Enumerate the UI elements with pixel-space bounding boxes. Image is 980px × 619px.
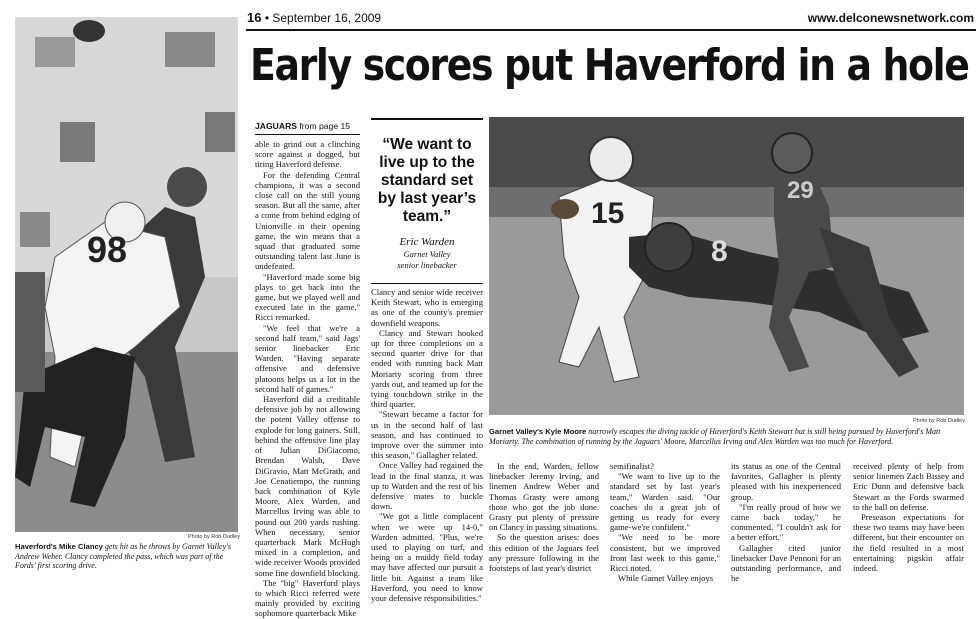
pull-quote-title [371,249,483,271]
folio-bullet: • [264,11,270,25]
col2-para: "Stewart became a factor for us in the second half of last season, and has continued to improve over the summer into this season," Gallagher related. [371,409,483,461]
article-column-4 [610,461,720,584]
right-jersey-number-3: 29 [787,177,814,204]
left-jersey-number: 98 [87,229,128,270]
col1-para: "Haverford made some big plays to get back into the game, but we played well and executed late in the game," Ricci remarked. [255,271,360,323]
jump-rule [255,134,360,135]
left-photo-caption [15,542,238,571]
col4-para: semifinalist? [610,461,654,471]
pull-quote-name: Eric Warden [399,236,455,248]
pull-quote-text: “We want to live up to the standard set by last year’s team.” [377,136,477,225]
left-photo [15,17,238,532]
right-photo [489,117,964,415]
col4-para: "We need to be more consistent, but we improved from last week to this game," Ricci noted. [610,532,720,574]
issue-date: September 16, 2009 [272,11,382,25]
right-caption-text: narrowly escapes the diving tackle of Haverford's Keith Stewart but is still being pursued by Haverford's Matt Moriarty. The combination of running by the Jaguars' Moore, Marcellus Irving and Alex Warden was too much for Haverford. [489,427,941,446]
col3-para: So the question arises: does this edition of the Jaguars feel any pressure following in the footsteps of last year's district [489,532,599,574]
article-column-3 [489,461,599,576]
right-caption-name: Garnet Valley's Kyle Moore [489,427,587,436]
right-photo-caption [489,427,964,446]
left-caption-text: gets hit as he throws by Garnet Valley's Andrew Weber. Clancy completed the pass, which was part of the Fords' first scoring drive. [15,542,231,571]
col4-para: While Garnet Valley enjoys [618,573,714,584]
col5-para: Gallagher cited junior linebacker Dave Pennoni for an outstanding performance, and he [731,542,841,584]
col5-para: its status as one of the Central favorites, Gallagher is plenty pleased with his inexperienced group. [731,461,841,502]
website-url: www.delconewsnetwork.com [807,11,974,25]
col1-para: The "big" Haverford plays to which Ricci referred were mainly provided by exciting sophomore quarterback Mike [255,577,360,619]
col2-para: Once Valley had regained the lead in the final stanza, it was up to Warden and the rest of his defensive mates to buckle down. [371,460,483,512]
article-column-2 [371,287,483,604]
article-column-1 [255,139,361,619]
col6-para: Preseason expectations for these two teams may have been different, but their encounter on the field resulted in a most entertaining pigskin affair indeed. [853,512,964,574]
right-jersey-number-1: 15 [591,197,625,230]
pull-quote-rule-top [371,118,483,120]
col2-para: Clancy and Stewart hooked up for three completions on a second quarter drive for that ended with running back Matt Moriarty scoring from three yards out, and teamed up for the tying touchdown strike in the third quarter. [371,327,483,410]
col1-para: Haverford did a creditable defensive job by not allowing the potent Valley offense to explode for long gainers. Still, behind the offensive line play of Julian DiGiacomo, Brendan Walsh, Dave DiGravio, Matt McGrath, and Joe Cenatiempo, the running back combination of Kyle Moore, Alex Warden, and Marcellus Irving was able to pound out 200 yards rushing. When necessary, senior quarterback Mark McHugh mixed in a completion, and wide receiver Woods provided some fine downfield blocking. [255,394,361,578]
header-rule [246,29,976,31]
col2-para: "We got a little complacent when we were up 14-0," Warden admitted. "Plus, we're used to playing on turf, and being on a muddy field today may have affected our pursuit a little bit. Against a team like Haverford, you need to know your defensive responsibilities." [371,511,483,604]
pull-quote-position: senior linebacker [397,260,457,270]
col4-para: "We want to live up to the standard set by last year's team," Warden said. "Our coaches do a great job of getting us ready for every game-we're confident." [610,471,720,533]
col1-para: For the defending Central champions, it was a second close call on the still young season. But all the same, after a come from behind edging of Unionville in their opening game, the win means that a squad that graduated some outstanding talent last June is undefeated. [255,169,360,272]
left-caption-name: Haverford's Mike Clancy [15,542,103,551]
article-column-5 [731,461,841,584]
jump-label: JAGUARS [255,121,298,131]
page-folio [247,10,381,25]
pull-quote-rule-bottom [371,283,483,284]
jump-from: from page 15 [299,121,351,131]
pull-quote-team: Garnet Valley [403,249,451,259]
col1-para: "We feel that we're a second half team," said Jags' senior linebacker Eric Warden. "Having separate offensive and defensive platoons helps us a lot in the second half of games." [255,322,360,394]
article-headline: Early scores put Haverford in a hole [250,40,969,91]
col2-para: Clancy and senior wide receiver Keith Stewart, who is emerging as one of the county's premier downfield weapons. [371,287,483,328]
col5-para: "I'm really proud of how we came back today," he commented. "I couldn't ask for a better effort." [731,501,841,543]
right-jersey-number-2: 8 [711,235,728,268]
col3-para: In the end, Warden, fellow linebacker Jeremy Irving, and linemen Andrew Weber and Thomas Grasty were among those who got the job done. Grasty put plenty of pressure on Clancy in passing situations. [489,461,599,533]
left-photo-credit: Photo by Rob Dudley [188,534,240,540]
page-number: 16 [247,10,262,25]
col6-para: received plenty of help from senior linemen Zach Bissey and Eric Dunn and defensive back Stewart as the Fords swarmed to the ball on defense. [853,461,964,512]
right-photo-credit: Photo by Rob Dudley [913,418,965,424]
football-icon [73,20,105,42]
jump-line [255,121,350,131]
article-column-6 [853,461,964,576]
col1-para: able to grind out a clinching score against a dogged, but tiring Haverford defense. [255,139,360,170]
